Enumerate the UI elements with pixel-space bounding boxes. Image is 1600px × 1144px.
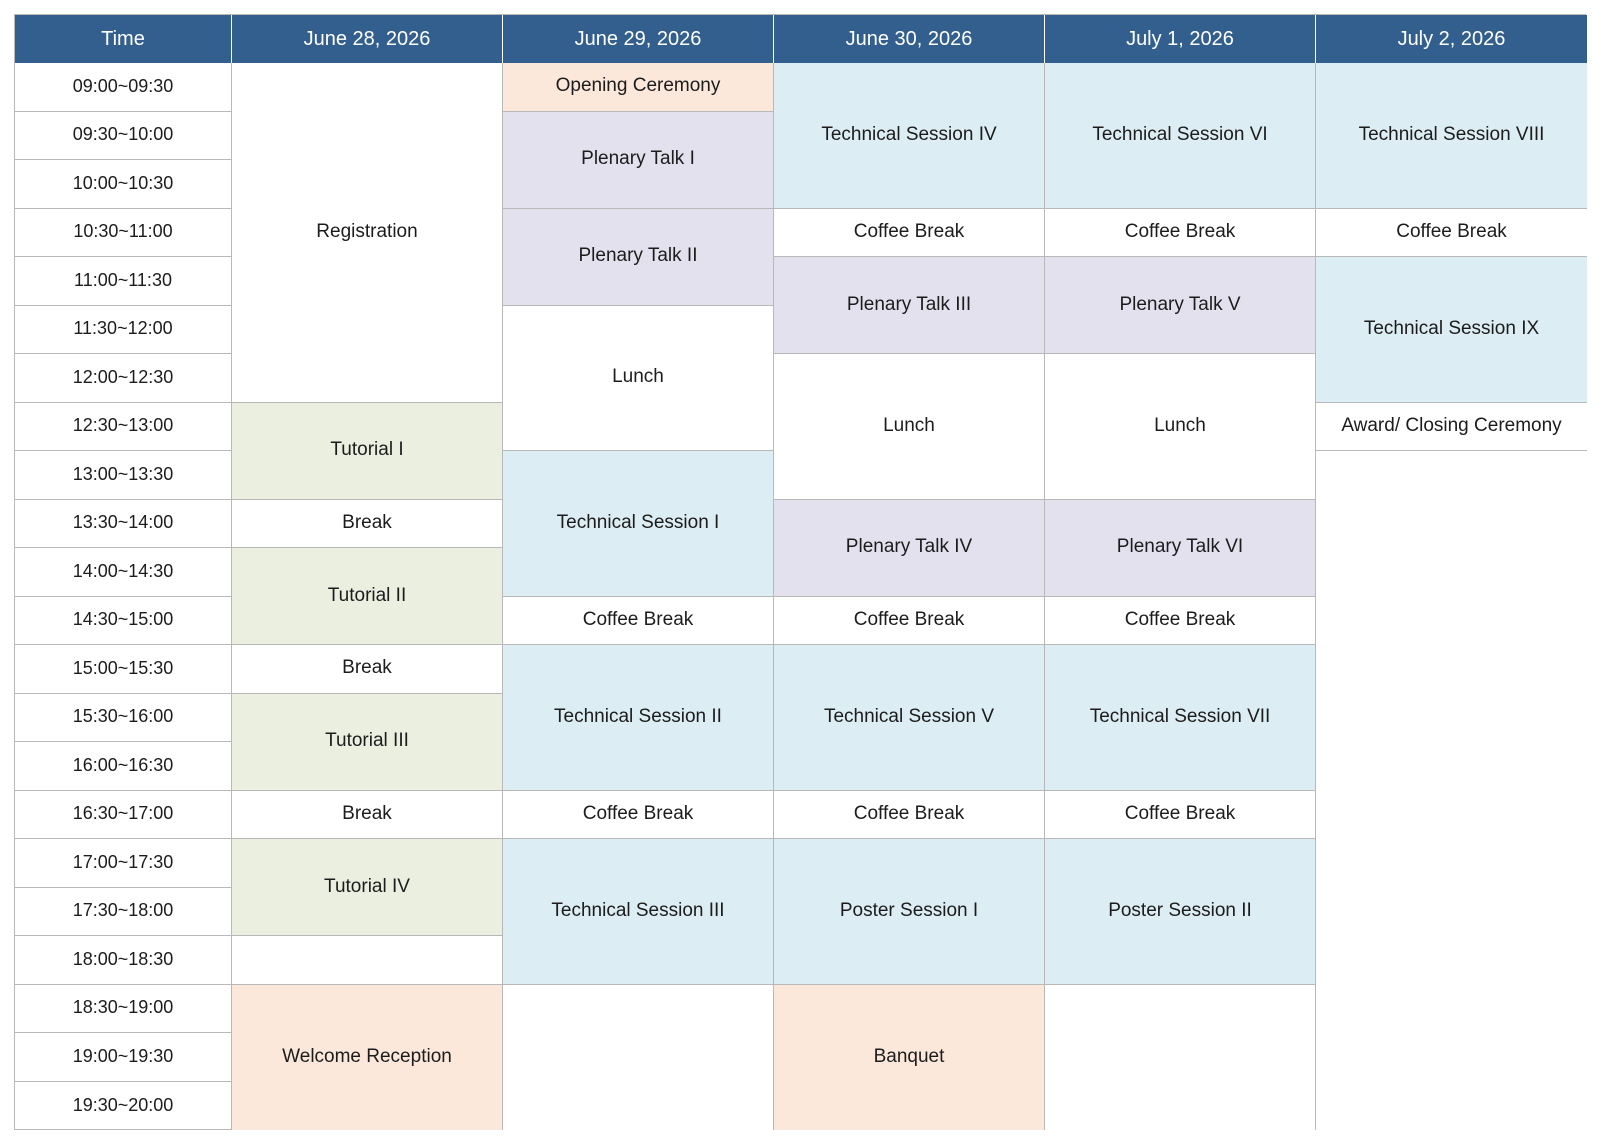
header-time: Time: [15, 15, 232, 63]
event-cell: Coffee Break: [774, 597, 1045, 646]
time-slot: 15:00~15:30: [15, 645, 232, 694]
event-cell: Coffee Break: [1045, 597, 1316, 646]
empty-slot: [1316, 451, 1587, 1130]
event-cell: Break: [232, 645, 503, 694]
header-day-5: July 2, 2026: [1316, 15, 1587, 63]
event-cell: Coffee Break: [1045, 209, 1316, 258]
event-cell: Technical Session IX: [1316, 257, 1587, 403]
event-cell: Banquet: [774, 985, 1045, 1131]
event-cell: Technical Session II: [503, 645, 774, 791]
event-cell: Technical Session V: [774, 645, 1045, 791]
conference-schedule-table: [14, 14, 1586, 1130]
time-slot: 10:30~11:00: [15, 209, 232, 258]
event-cell: Coffee Break: [1316, 209, 1587, 258]
event-cell: Plenary Talk V: [1045, 257, 1316, 354]
event-cell: Technical Session VII: [1045, 645, 1316, 791]
event-cell: Tutorial II: [232, 548, 503, 645]
event-cell: Tutorial III: [232, 694, 503, 791]
time-slot: 18:00~18:30: [15, 936, 232, 985]
event-cell: Registration: [232, 63, 503, 403]
header-day-2: June 29, 2026: [503, 15, 774, 63]
event-cell: Welcome Reception: [232, 985, 503, 1131]
time-slot: 13:00~13:30: [15, 451, 232, 500]
event-cell: Technical Session VIII: [1316, 63, 1587, 209]
header-day-1: June 28, 2026: [232, 15, 503, 63]
event-cell: Break: [232, 791, 503, 840]
event-cell: Technical Session IV: [774, 63, 1045, 209]
time-slot: 16:00~16:30: [15, 742, 232, 791]
time-slot: 14:00~14:30: [15, 548, 232, 597]
time-slot: 11:30~12:00: [15, 306, 232, 355]
event-cell: Break: [232, 500, 503, 549]
event-cell: Plenary Talk IV: [774, 500, 1045, 597]
header-day-4: July 1, 2026: [1045, 15, 1316, 63]
time-slot: 12:30~13:00: [15, 403, 232, 452]
event-cell: Coffee Break: [1045, 791, 1316, 840]
time-slot: 17:30~18:00: [15, 888, 232, 937]
event-cell: Technical Session I: [503, 451, 774, 597]
time-slot: 11:00~11:30: [15, 257, 232, 306]
time-slot: 18:30~19:00: [15, 985, 232, 1034]
event-cell: Opening Ceremony: [503, 63, 774, 112]
time-slot: 19:00~19:30: [15, 1033, 232, 1082]
event-cell: Coffee Break: [503, 597, 774, 646]
event-cell: Poster Session I: [774, 839, 1045, 985]
event-cell: Award/ Closing Ceremony: [1316, 403, 1587, 452]
time-slot: 09:30~10:00: [15, 112, 232, 161]
event-cell: Tutorial I: [232, 403, 503, 500]
time-slot: 09:00~09:30: [15, 63, 232, 112]
event-cell: Coffee Break: [774, 209, 1045, 258]
event-cell: Technical Session III: [503, 839, 774, 985]
empty-slot: [1045, 985, 1316, 1131]
time-slot: 16:30~17:00: [15, 791, 232, 840]
time-slot: 13:30~14:00: [15, 500, 232, 549]
header-day-3: June 30, 2026: [774, 15, 1045, 63]
empty-slot: [232, 936, 503, 985]
event-cell: Plenary Talk I: [503, 112, 774, 209]
event-cell: Lunch: [1045, 354, 1316, 500]
event-cell: Plenary Talk VI: [1045, 500, 1316, 597]
event-cell: Plenary Talk III: [774, 257, 1045, 354]
time-slot: 15:30~16:00: [15, 694, 232, 743]
time-slot: 17:00~17:30: [15, 839, 232, 888]
event-cell: Plenary Talk II: [503, 209, 774, 306]
event-cell: Lunch: [774, 354, 1045, 500]
time-slot: 10:00~10:30: [15, 160, 232, 209]
time-slot: 19:30~20:00: [15, 1082, 232, 1131]
event-cell: Poster Session II: [1045, 839, 1316, 985]
time-slot: 12:00~12:30: [15, 354, 232, 403]
event-cell: Tutorial IV: [232, 839, 503, 936]
empty-slot: [503, 985, 774, 1131]
time-slot: 14:30~15:00: [15, 597, 232, 646]
event-cell: Lunch: [503, 306, 774, 452]
event-cell: Coffee Break: [503, 791, 774, 840]
event-cell: Coffee Break: [774, 791, 1045, 840]
event-cell: Technical Session VI: [1045, 63, 1316, 209]
